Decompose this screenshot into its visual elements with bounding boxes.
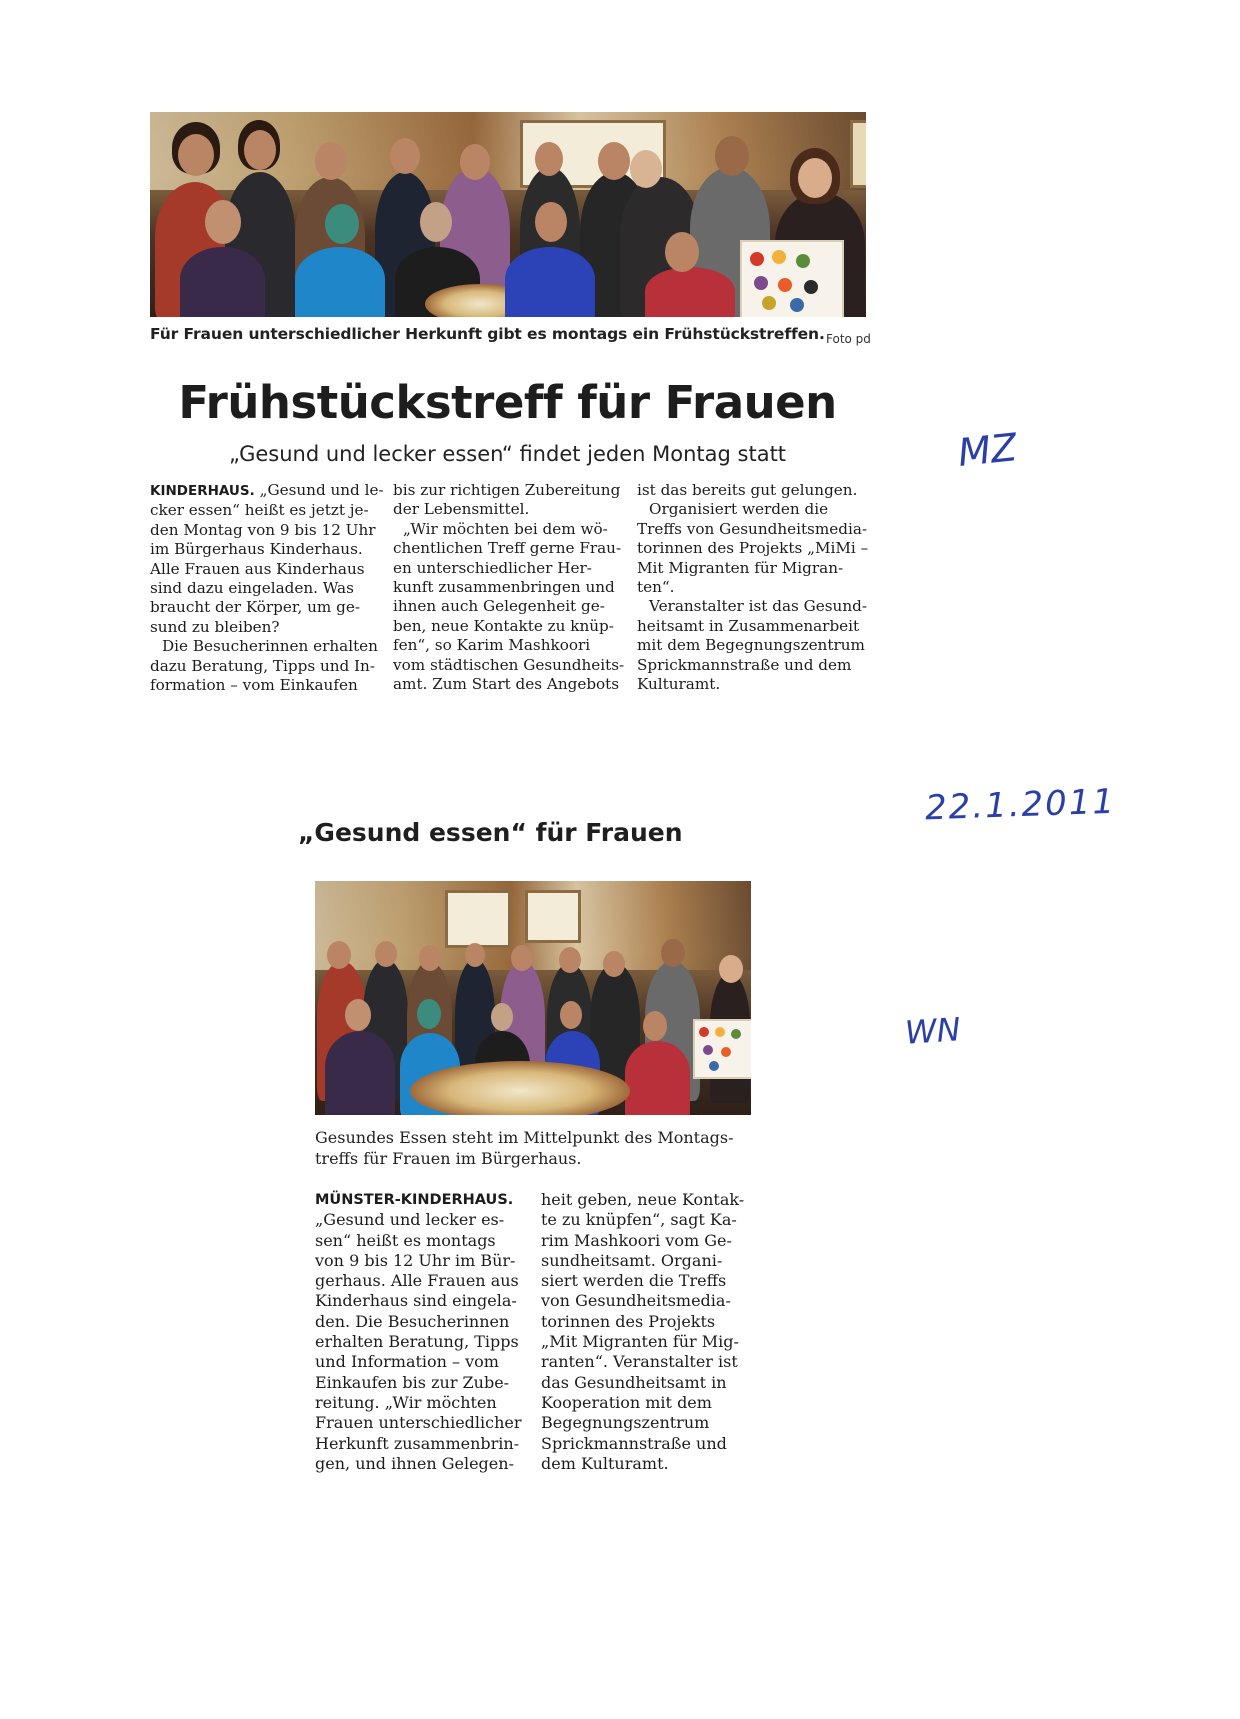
article1-headline: Frühstückstreff für Frauen [178, 376, 837, 429]
text-line: bis zur richtigen Zubereitung [393, 481, 621, 499]
article1-column-1 [150, 481, 384, 695]
article1-dateline: KINDERHAUS. [150, 483, 255, 499]
text-line: Sprickmannstraße und [541, 1433, 727, 1453]
text-line: „Gesund und lecker es- [315, 1210, 505, 1230]
text-line: Die Besucherinnen erhalten [162, 637, 378, 656]
text-line: torinnen des Projekts [541, 1311, 716, 1331]
article2-photo [315, 881, 751, 1115]
article2-column-1 [315, 1190, 525, 1474]
text-line: dem Kulturamt. [541, 1453, 669, 1473]
text-line: der Lebensmittel. [393, 500, 530, 519]
text-line: ranten“. Veranstalter ist [541, 1352, 738, 1372]
article1-subheadline: „Gesund und lecker essen“ findet jeden Montag statt [228, 442, 787, 466]
text-line: vom städtischen Gesundheits- [393, 655, 625, 674]
text-line: „Mit Migranten für Mig- [541, 1332, 739, 1352]
text-line: heitsamt in Zusammenarbeit [637, 616, 860, 635]
handwritten-source-mz: MZ [955, 425, 1019, 475]
article1-caption: Für Frauen unterschiedlicher Herkunft gibt es montags ein Frühstückstreffen. [150, 325, 825, 343]
text-line: fen“, so Karim Mashkoori [393, 636, 591, 655]
article2-caption: Gesundes Essen steht im Mittelpunkt des Montags-treffs für Frauen im Bürgerhaus. [315, 1128, 734, 1168]
text-line: formation – vom Einkaufen [150, 676, 358, 695]
text-line: „Gesund und le- [259, 481, 384, 499]
text-line: den Montag von 9 bis 12 Uhr [150, 520, 376, 539]
article1-photo-credit: Foto pd [826, 332, 871, 346]
article1-column-2 [393, 481, 625, 694]
text-line: Mit Migranten für Migran- [637, 558, 844, 577]
text-line: Herkunft zusammenbrin- [315, 1433, 520, 1453]
text-line: siert werden die Treffs [541, 1271, 727, 1291]
article2-headline: „Gesund essen“ für Frauen [298, 818, 683, 847]
text-line: das Gesundheitsamt in [541, 1372, 727, 1392]
text-line: von Gesundheitsmedia- [541, 1291, 731, 1311]
text-line: rim Mashkoori vom Ge- [541, 1230, 732, 1250]
text-line: amt. Zum Start des Angebots [393, 675, 620, 694]
article2-dateline: MÜNSTER-KINDERHAUS. [315, 1192, 514, 1208]
text-line: ben, neue Kontakte zu knüp- [393, 616, 614, 635]
text-line: Kooperation mit dem [541, 1392, 712, 1412]
text-line: Treffs von Gesundheitsmedia- [637, 519, 868, 538]
text-line: Veranstalter ist das Gesund- [649, 597, 867, 616]
text-line: ihnen auch Gelegenheit ge- [393, 597, 605, 616]
text-line: torinnen des Projekts „MiMi – [637, 539, 869, 558]
article1-column-3 [637, 481, 869, 694]
text-line: Alle Frauen aus Kinderhaus [150, 559, 365, 578]
handwritten-date: 22.1.2011 [924, 781, 1117, 829]
text-line: Kulturamt. [637, 675, 721, 694]
text-line: ist das bereits gut gelungen. [637, 481, 858, 499]
text-line: reitung. „Wir möchten [315, 1392, 497, 1412]
text-line: Begegnungszentrum [541, 1413, 710, 1433]
text-line: ten“. [637, 578, 675, 597]
handwritten-source-wn: WN [903, 1010, 962, 1052]
text-line: den. Die Besucherinnen [315, 1311, 510, 1331]
text-line: chentlichen Treff gerne Frau- [393, 539, 622, 558]
text-line: Sprickmannstraße und dem [637, 655, 852, 674]
text-line: braucht der Körper, um ge- [150, 598, 360, 617]
text-line: „Wir möchten bei dem wö- [403, 519, 608, 538]
text-line: Organisiert werden die [649, 500, 829, 519]
text-line: gerhaus. Alle Frauen aus [315, 1271, 519, 1291]
text-line: te zu knüpfen“, sagt Ka- [541, 1210, 737, 1230]
text-line: Kinderhaus sind eingela- [315, 1291, 517, 1311]
text-line: und Information – vom [315, 1352, 499, 1372]
text-line: kunft zusammenbringen und [393, 578, 615, 597]
text-line: sind dazu eingeladen. Was [150, 579, 354, 598]
article2-column-2 [541, 1190, 766, 1474]
text-line: von 9 bis 12 Uhr im Bür- [315, 1250, 516, 1270]
text-line: Frauen unterschiedlicher [315, 1413, 522, 1433]
text-line: sen“ heißt es montags [315, 1230, 496, 1250]
text-line: cker essen“ heißt es jetzt je- [150, 501, 369, 520]
text-line: heit geben, neue Kontak- [541, 1190, 745, 1209]
article1-photo [150, 112, 866, 317]
text-line: sundheitsamt. Organi- [541, 1250, 723, 1270]
text-line: erhalten Beratung, Tipps [315, 1332, 519, 1352]
text-line: Einkaufen bis zur Zube- [315, 1372, 510, 1392]
text-line: sund zu bleiben? [150, 617, 280, 636]
text-line: gen, und ihnen Gelegen- [315, 1453, 514, 1473]
text-line: en unterschiedlicher Her- [393, 558, 592, 577]
text-line: dazu Beratung, Tipps und In- [150, 656, 375, 675]
text-line: mit dem Begegnungszentrum [637, 636, 865, 655]
text-line: im Bürgerhaus Kinderhaus. [150, 540, 363, 559]
